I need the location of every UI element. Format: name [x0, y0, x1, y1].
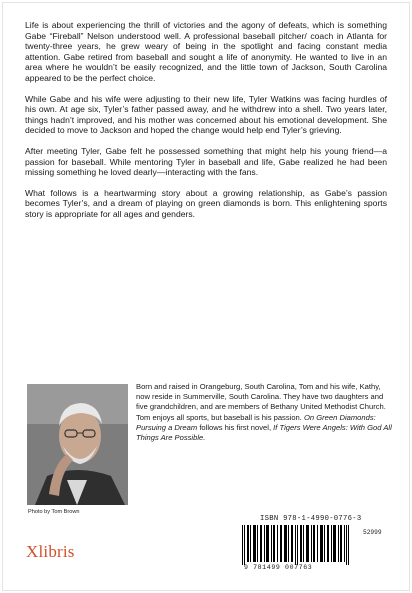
photo-credit: Photo by Tom Brown [28, 509, 80, 515]
author-photo [27, 384, 128, 505]
blurb-paragraph-1: Life is about experiencing the thrill of victories and the agony of defeats, which is something Gabe “Fireball” Nelson understood well. A professional baseball pitcher/ coach in Atlanta for twenty-three years, he grew weary of being in the spotlight and facing constant media attention. Gabe retired from baseball and sought a life of anonymity. He wanted to live in an area where he wouldn’t be easily recognized, and the little town of Jackson, South Carolina appeared to be the perfect choice. [25, 20, 387, 83]
ean-barcode [240, 525, 360, 565]
author-bio [136, 382, 393, 443]
author-bio-text: Born and raised in Orangeburg, South Carolina, Tom and his wife, Kathy, now reside in Summerville, South Carolina. They have two daughters and five grandchildren, and are members of Bethany United Methodist Church. Tom enjoys all sports, but baseball is his passion. [136, 382, 386, 422]
current-novel-title: On Green Diamonds: Pursuing a Dream [136, 412, 376, 432]
first-novel-title: If Tigers Were Angels: With God All Things Are Possible. [136, 422, 392, 443]
author-bio-connector: follows his first novel, [197, 422, 274, 432]
blurb-paragraph-4: What follows is a heartwarming story about a growing relationship, as Gabe’s passion becomes Tyler’s, and a dream of playing on green diamonds is born. This enlightening sports story is appropriate for all ages and genders. [25, 187, 387, 219]
publisher-logo: Xlibris [26, 542, 75, 561]
barcode-block [234, 515, 394, 573]
isbn-text: ISBN 978-1-4990-0776-3 [260, 515, 362, 523]
price-code: 52999 [363, 529, 382, 536]
blurb-paragraph-2: While Gabe and his wife were adjusting to their new life, Tyler Watkins was facing hurdles of his own. At age six, Tyler’s father passed away, and he withdrew into a shell. Two years later, things hadn’t improved, and his mother was concerned about his emotional development. She decided to move to Jackson and hoped the change would help end Tyler’s grieving. [25, 93, 387, 136]
barcode-digits: 9 781499 007763 [244, 564, 313, 571]
blurb-paragraph-3: After meeting Tyler, Gabe felt he possessed something that might help his young friend—a passion for baseball. While mentoring Tyler in baseball and life, Gabe realized he had been missing something he loved dearly—interacting with the fans. [25, 145, 387, 178]
back-cover-blurb [25, 20, 387, 230]
